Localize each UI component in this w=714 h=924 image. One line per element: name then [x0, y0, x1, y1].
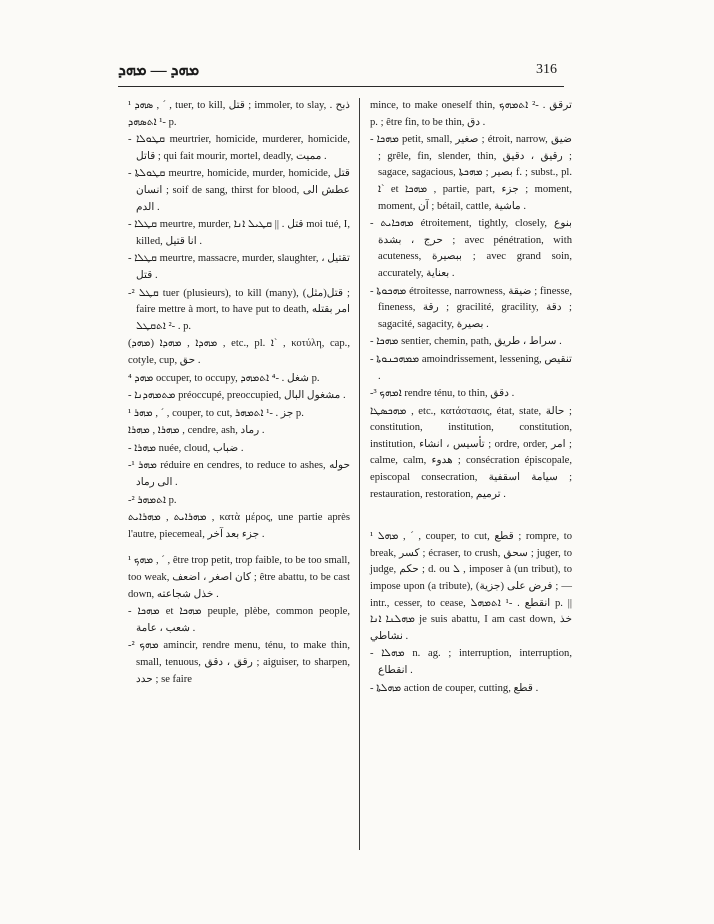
dictionary-entry: ⁴ ܡܗܕ occuper, to occupy, شغل . -⁴ ܐܬܡܗܕ p. [128, 372, 320, 384]
dictionary-entry: - ܡܗܠܬܐ action de couper, cutting, قطع . [370, 682, 539, 694]
dictionary-entry: ܡܗܟܣܛܐ , etc., κατάστασις, état, state, حالة ; constitution, institution, constitution, institution, تأسيس ، انشاء ; ordre, order, امر ; calme, calm, هدوء ; consécration épiscopale, episcopal consecration, سيامة اسقفية ; restauration, restoration, ترميم . [370, 405, 573, 500]
dictionary-entry: -³ ܐܡܗܟ rendre ténu, to thin, دقق . [370, 388, 515, 400]
dictionary-entry: - ܡܗܟܐ et ܡܗܟܐ peuple, plèbe, common people, شعب ، عامة . [128, 606, 350, 634]
dictionary-entry: -¹ ܡܗܪ réduire en cendres, to reduce to ashes, حوله الى رماد . [128, 460, 350, 489]
dictionary-entry: - ܩܛܘܠܐ meurtrier, homicide, murderer, homicide, قاتل ; qui fait mourir, mortel, deadly, مميت . [128, 134, 350, 162]
dictionary-entry: -² ܡܗܟ amincir, rendre menu, ténu, to make thin, small, tenuous, رقق ، دقق ; aiguiser, to sharpen, حدد ; se faire [128, 640, 350, 685]
dictionary-entry: - ܡܡܗܟܢܘܬܐ amoindrissement, lessening, تنقيص . [370, 353, 573, 382]
dictionary-entry: - ܩܛܘܠܬܐ meurtre, homicide, murder, homicide, قتل انسان ; soif de sang, thirst for blood, عطش الى الدم . [128, 168, 350, 213]
right-column [370, 98, 572, 698]
dictionary-entry: -² ܐܬܡܗܪ p. [128, 494, 177, 506]
dictionary-entry: ¹ ܣܗܕ , ´ , tuer, to kill, قتل ; immoler, to slay, ذبح . -¹ ܐܬܣܗܕ p. [128, 100, 350, 128]
dictionary-entry: ܡܗܪܐ , ܡܗܪܐ , cendre, ash, رماد . [128, 425, 265, 437]
header-rule [118, 86, 564, 87]
dictionary-entry: - ܩܛܠܐ meurtre, murder, قتل . || ܩܛܝܠ ܐܢܐ moi tué, I, killed, انا قتيل . [128, 219, 350, 247]
dictionary-entry: mince, to make oneself thin, ترقق . -² ܐܬܡܗܟ p. ; être fin, to be thin, دق . [370, 100, 572, 128]
dictionary-entry: - ܡܗܟܐ petit, small, صغير ; étroit, narrow, ضيق ; grêle, fin, slender, thin, رقيق ، دقيق ; sagace, sagacious, بصير ; ܡܗܟܬܐ f. ; subst., pl. ܐ` et ܡܗܟܐ , partie, part, جزء ; moment, moment, آن ; bétail, cattle, ماشية . [370, 134, 573, 212]
dictionary-entry: ¹ ܡܗܪ , ´ , couper, to cut, جز . -¹ ܐܬܡܗܪ p. [128, 407, 304, 419]
left-column [128, 98, 350, 689]
page-header-title: ܡܗܕ — ܡܗܕ [118, 62, 200, 79]
dictionary-entry: ¹ ܡܗܠ , ´ , couper, to cut, قطع ; rompre, to break, كسر ; écraser, to crush, سحق ; juger, to judge, حكم ; d. ou ܠ , imposer à (un tribut), to impose upon (a tribute), (جزية) فرض على ; — intr., cesser, to cease, انقطع . -¹ ܐܬܡܗܠ p. || ܡܗܠܢܐ ܐܢܐ je suis abattu, I am cast down, خذ نشاطي . [370, 531, 573, 642]
dictionary-entry: ¹ ܡܗܟ , ´ , être trop petit, trop faible, to be too small, too weak, كان اصغر ، اضعف ; être abattu, to be cast down, خذل شجاعته . [128, 555, 351, 600]
dictionary-entry: - ܡܗܟܐ sentier, chemin, path, سراط ، طريق . [370, 336, 562, 348]
dictionary-entry: - ܡܬܡܗܕܢܐ préoccupé, preoccupied, مشغول البال . [128, 390, 346, 402]
dictionary-entry: - ܡܗܪܐ nuée, cloud, ضباب . [128, 442, 244, 454]
column-divider [359, 98, 360, 850]
dictionary-entry: -² ܩܛܠ tuer (plusieurs), to kill (many), (قتل(مثل ; faire mettre à mort, to have put to death, امر بقتله . -² ܐܬܩܛܠ p. [128, 287, 351, 332]
dictionary-entry: (ܡܗܕ) ܡܗܕܐ , ܡܗܕܐ , etc., pl. ܐ` , κοτύλη, cap., cotyle, cup, حق . [128, 338, 350, 366]
dictionary-entry: - ܩܛܠܐ meurtre, massacre, murder, slaughter, تقتيل ، قتل . [128, 253, 350, 281]
page-number: 316 [536, 62, 557, 77]
dictionary-entry: - ܡܗܟܐܝܬ étroitement, tightly, closely, بنوع حرج ، بشدة ; avec pénétration, with acuteness, ببصيرة ; avec grand soin, accurately, بعناية . [370, 218, 572, 279]
dictionary-entry: - ܡܗܠܐ n. ag. ; interruption, interruption, انقطاع . [370, 648, 572, 676]
dictionary-entry: - ܡܗܟܘܬܐ étroitesse, narrowness, ضيقة ; finesse, fineness, رقة ; gracilité, gracility, دقة ; sagacité, sagacity, بصيرة . [370, 285, 573, 330]
dictionary-entry: ܡܗܪܐܝܬ , ܡܗܪܐܝܬ , κατὰ μέρος, une partie après l'autre, piecemeal, جزء بعد آخر . [128, 512, 350, 540]
